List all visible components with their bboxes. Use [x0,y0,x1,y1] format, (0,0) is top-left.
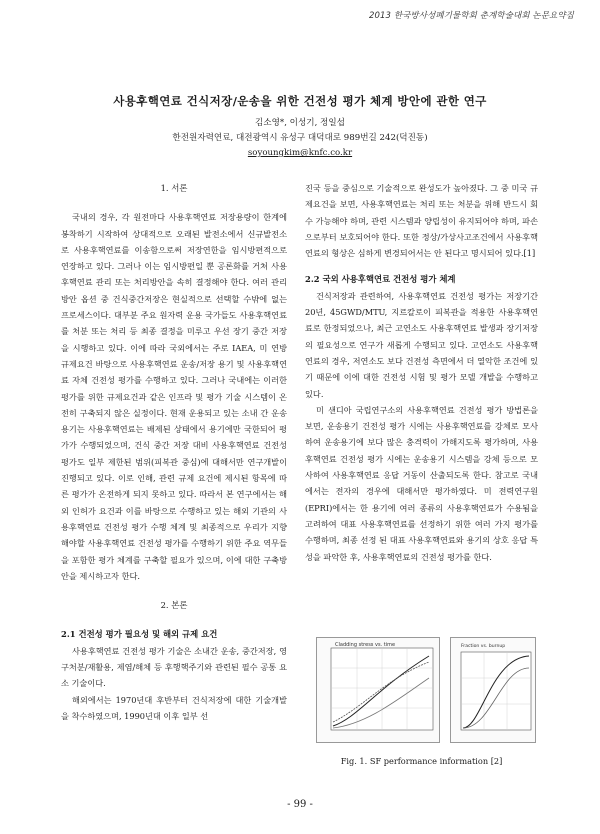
continuation-paragraph: 진국 등을 중심으로 기술적으로 완성도가 높아졌다. 그 중 미국 규제요건을 보면, 사용후핵연료는 처리 또는 처분을 위해 반드시 회수 가능해야 하며, 관련 시스템과 양립성이 유지되어야 하며, 파손으로부터 보호되어야 한다. 또한 정상/가상사고조건에서 사용후핵연료의 형상은 심하게 변경되어서는 안 된다고 명시되어 있다.[1] [305,183,538,259]
figure-1 [316,637,534,744]
figure-right-plot [451,638,535,742]
subsection-2-1-paragraph-2: 해외에서는 1970년대 후반부터 건식저장에 대한 기술개발을 착수하였으며, 1990년대 이후 일부 선 [61,694,287,721]
figure-right-label: Fraction vs. burnup [461,644,506,649]
page-number: - 99 - [287,799,313,810]
right-column [305,180,538,565]
left-column [61,180,287,724]
author-email [0,148,600,158]
intro-paragraph: 국내의 경우, 각 원전마다 사용후핵연료 저장용량이 한계에 봉착하기 시작하여 상대적으로 오래된 발전소에서 신규발전소로 사용후핵연료를 이송함으로써 저장연한을 임시방편적으로 연장하고 있다. 그러나 이는 임시방편일 뿐 공론화를 거쳐 사용후핵연료 관리 또는 처리방안을 속히 결정해야 한다. 여러 관리방안 옵션 중 건식중간저장은 현실적으로 선택할 수밖에 없는 프로세스이다. 대부분 주요 원자력 운용 국가들도 사용후핵연료를 처분 또는 처리 등 최종 결정을 미루고 우선 장기 중간 저장을 시행하고 있다. 이에 따라 국외에서는 주로 IAEA, 미 연방 규제요건 바탕으로 사용후핵연료 운송/저장 용기 및 사용후핵연료 자체 건전성 평가를 수행하고 있다. 그러나 국내에는 이러한 평가를 위한 규제요건과 같은 인프라 및 평가 기술 시스템이 온전히 구축되지 않은 실정이다. 현재 운용되고 있는 소내 간 운송용기는 사용후핵연료는 배제된 상태에서 용기에만 국한되어 평가가 수행되었으며, 건식 중간 저장 대비 사용후핵연료 건전성 평가도 일부 제한된 범위(피복관 중심)에 대해서만 연구개발이 진행되고 있다. 이로 인해, 관련 규제 요건에 제시된 항목에 따른 평가가 온전하게 되지 못하고 있다. 따라서 본 연구에서는 해외 인허가 요건과 이를 바탕으로 수행하고 있는 해외 기관의 사용후핵연료 건전성 평가 수행 체계 및 최종적으로 우리가 지향해야할 사용후핵연료 건전성 평가를 수행하기 위한 주요 역무들을 포함한 평가 체계를 구축할 필요가 있으며, 이에 대한 구축방안을 제시하고자 한다. [61,212,287,581]
paper-affiliation: 한전원자력연료, 대전광역시 유성구 대덕대로 989번길 242(덕진동) [172,133,428,143]
subsection-2-2-heading: 2.2 국외 사용후핵연료 건전성 평가 체계 [305,274,456,285]
figure-caption: Fig. 1. SF performance information [2] [340,756,503,766]
body-heading: 2. 본론 [160,600,188,611]
subsection-2-1-paragraph-1: 사용후핵연료 건전성 평가 기술은 소내간 운송, 중간저장, 영구처분/재활용, 제염/해체 등 후행핵주기와 관련된 필수 공통 요소 기술이다. [61,645,287,689]
intro-heading: 1. 서론 [160,183,188,193]
conference-header: 2013 한국방사성폐기물학회 춘계학술대회 논문요약집 [369,11,574,21]
subsection-2-2-paragraph-2: 미 샌디아 국립연구소의 사용후핵연료 건전성 평가 방법론을 보면, 운송용기 건전성 평가 시에는 사용후핵연료를 강체로 모사하여 운송용기에 보다 많은 충격력이 가해지도록 평가하며, 사용후핵연료 건전성 평가 시에는 운송용기 시스템을 강체 등으로 모사하여 사용후핵연료 응답 거동이 산출되도록 한다. 참고로 국내에서는 전자의 경우에 대해서만 평가하였다. 미 전력연구원(EPRI)에서는 한 용기에 여러 종류의 사용후핵연료가 수용됨을 고려하여 대표 사용후핵연료를 선정하기 위한 여러 가지 평가를 수행하며, 최종 선정 된 대표 사용후핵연료와 용기의 상호 응답 특성을 파악한 후, 사용후핵연료의 건전성 평가를 한다. [305,404,538,562]
subsection-2-1-heading: 2.1 건전성 평가 필요성 및 해외 규제 요건 [61,629,218,640]
paper-authors: 김소영*, 이성기, 정일섭 [255,118,345,128]
figure-left-label: Cladding stress vs. time [335,642,396,648]
figure-right-panel [450,637,536,743]
figure-left-plot [317,638,439,742]
paper-title: 사용후핵연료 건식저장/운송을 위한 건전성 평가 체계 방안에 관한 연구 [113,94,487,108]
author-email-link[interactable]: soyoungkim@knfc.co.kr [247,148,353,158]
subsection-2-2-paragraph-1: 건식저장과 관련하여, 사용후핵연료 건전성 평가는 저장기간 20년, 45GWD/MTU, 지르칼로이 피복관을 적용한 사용후핵연료로 한정되었으나, 최근 고연소도 사용후핵연료 발생과 장기저장의 필요성으로 연구가 새롭게 수행되고 있다. 고연소도 사용후핵연료의 경우, 저연소도 보다 건전성 측면에서 더 열악한 조건에 있기 때문에 이에 대한 건전성 시험 및 평가 모델 개발을 수행하고 있다. [305,290,538,399]
figure-left-panel [316,637,440,743]
